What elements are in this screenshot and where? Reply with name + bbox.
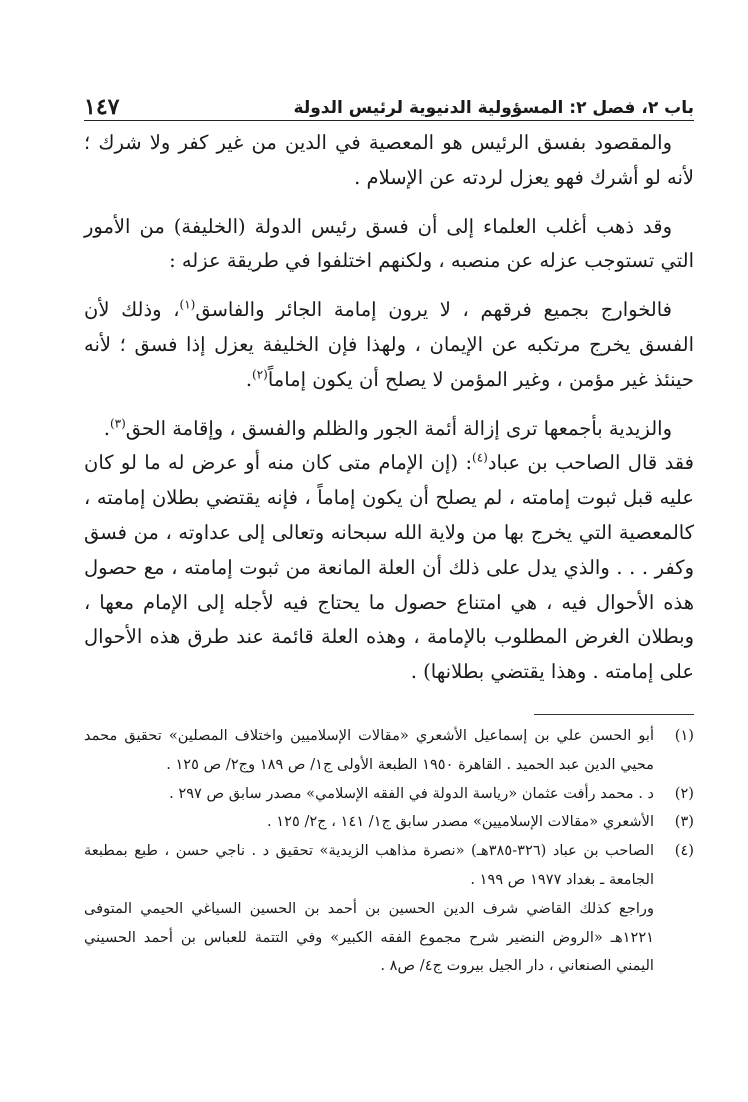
paragraph-3-text-a: فالخوارج بجميع فرقهم ، لا يرون إمامة الجائر والفاسق	[195, 298, 672, 322]
running-head: باب ٢، فصل ٢: المسؤولية الدنيوية لرئيس الدولة	[293, 97, 694, 118]
footnote-separator	[534, 714, 694, 715]
footnote-text: د . محمد رأفت عثمان «رياسة الدولة في الفقه الإسلامي» مصدر سابق ص ٢٩٧ .	[169, 784, 654, 802]
header-rule	[84, 120, 694, 121]
footnote-2	[84, 780, 694, 809]
page-header	[84, 84, 694, 118]
paragraph-3-text-c: .	[245, 367, 253, 391]
footnote-4-continuation: وراجع كذلك القاضي شرف الدين الحسين بن أحمد بن الحسين السياغي الحيمي المتوفى ١٢٢١هـ «الروض النضير شرح مجموع الفقه الكبير» وفي التتمة للعباس بن أحمد الحسيني اليمني الصنعاني ، دار الجيل بيروت ج٤/ ص٨ .	[84, 899, 654, 975]
paragraph-1: والمقصود بفسق الرئيس هو المعصية في الدين من غير كفر ولا شرك ؛ لأنه لو أشرك فهو يعزل لردته عن الإسلام .	[84, 131, 694, 189]
footnote-1	[84, 722, 694, 780]
footnote-ref-1[interactable]: (١)	[179, 297, 196, 312]
paragraph-5-text-b: : (إن الإمام متى كان منه أو عرض له ما لو كان عليه قبل ثبوت إمامته ، لم يصلح أن يكون إماماً ، فإنه يقتضي بطلان إمامته ، كالمعصية التي يخرج بها من ولاية الله سبحانه وتعالى إلى عداوته ، من فسق وكفر . . . والذي يدل على ذلك أن العلة المانعة من ثبوت إمامته ، مع حصول هذه الأحوال فيه ، هي امتناع حصول ما يحتاج فيه لأجله إلى الإمام معها ، وبطلان الغرض المطلوب بالإمامة ، وهذه العلة قائمة عند طرق هذه الأحوال على إمامته . وهذا يقتضي بطلانها) .	[84, 451, 694, 684]
paragraph-3	[84, 293, 694, 397]
paragraph-4-text-a: والزيدية بأجمعها ترى إزالة أئمة الجور والظلم والفسق ، وإقامة الحق	[125, 416, 672, 440]
paragraph-4	[84, 412, 694, 447]
page-number: ١٤٧	[84, 94, 120, 120]
footnotes	[84, 722, 694, 981]
footnote-text: أبو الحسن علي بن إسماعيل الأشعري «مقالات الإسلاميين واختلاف المصلين» تحقيق محمد محيي الدين عبد الحميد . القاهرة ١٩٥٠ الطبعة الأولى ج١/ ص ١٨٩ وج٢/ ص ١٢٥ .	[84, 727, 654, 773]
paragraph-2: وقد ذهب أغلب العلماء إلى أن فسق رئيس الدولة (الخليفة) من الأمور التي تستوجب عزله عن منصبه ، ولكنهم اختلفوا في طريقة عزله :	[84, 214, 694, 273]
paragraph-5-text-a: فقد قال الصاحب بن عباد	[487, 451, 694, 475]
footnote-number: (١)	[674, 727, 694, 744]
footnote-number: (٣)	[674, 813, 694, 831]
footnote-text: الأشعري «مقالات الإسلاميين» مصدر سابق ج١/ ١٤١ ، ج٢/ ١٢٥ .	[267, 813, 654, 831]
paragraph-3-text-b: ، وذلك لأن الفسق يخرج مرتكبه عن الإيمان ، ولهذا فإن الخليفة يعزل إذا فسق ؛ لأنه حينئذ غير مؤمن ، وغير المؤمن لا يصلح أن يكون إماماً	[84, 298, 694, 391]
footnote-ref-2[interactable]: (٢)	[252, 367, 268, 382]
footnote-number: (٤)	[674, 842, 694, 860]
main-text	[84, 126, 694, 704]
footnote-ref-3[interactable]: (٣)	[109, 416, 126, 431]
footnote-text: الصاحب بن عباد (٣٢٦-٣٨٥هـ) «نصرة مذاهب الزيدية» تحقيق د . ناجي حسن ، طبع بمطبعة الجامعة ـ بغداد ١٩٧٧ ص ١٩٩ .	[84, 842, 654, 888]
footnote-number: (٢)	[674, 784, 694, 802]
paragraph-4-text-b: .	[103, 416, 110, 440]
footnote-ref-4[interactable]: (٤)	[472, 450, 488, 465]
footnote-4	[84, 837, 694, 895]
footnote-3	[84, 808, 694, 837]
paragraph-5	[84, 446, 694, 690]
